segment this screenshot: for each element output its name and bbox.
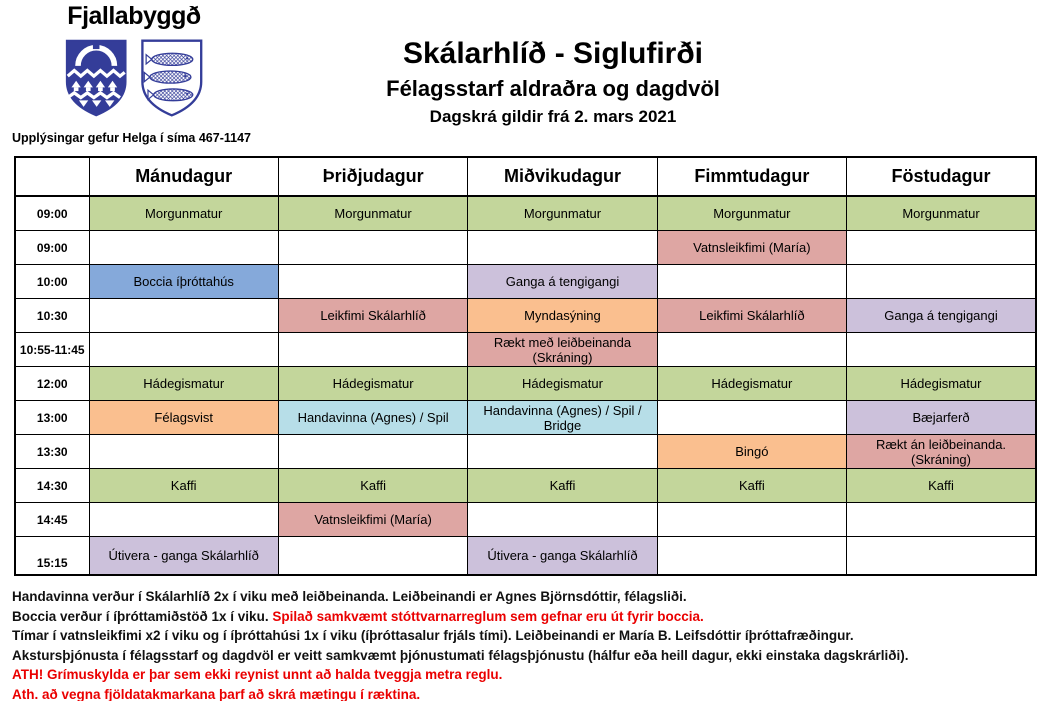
schedule-cell: Leikfimi Skálarhlíð [278, 299, 467, 333]
schedule-table [14, 156, 1037, 576]
schedule-cell [278, 537, 467, 576]
time-label: 10:00 [15, 265, 89, 299]
schedule-cell [847, 333, 1036, 367]
schedule-cell: Handavinna (Agnes) / Spil [278, 401, 467, 435]
time-column-header [15, 157, 89, 196]
note-line [12, 646, 908, 666]
schedule-cell: Boccia íþróttahús [89, 265, 278, 299]
time-label: 14:45 [15, 503, 89, 537]
schedule-row [15, 469, 1036, 503]
note-line [12, 607, 908, 627]
schedule-cell [847, 537, 1036, 576]
schedule-cell [468, 435, 657, 469]
schedule-cell [89, 299, 278, 333]
note-line [12, 665, 908, 685]
schedule-cell [847, 503, 1036, 537]
time-label: 12:00 [15, 367, 89, 401]
page-subtitle: Félagsstarf aldraðra og dagdvöl [386, 76, 720, 101]
schedule-cell [657, 333, 846, 367]
schedule-cell: Morgunmatur [278, 196, 467, 231]
schedule-cell: Kaffi [657, 469, 846, 503]
schedule-cell: Bingó [657, 435, 846, 469]
schedule-cell: Hádegismatur [468, 367, 657, 401]
schedule-cell [657, 265, 846, 299]
schedule-cell: Rækt án leiðbeinanda. (Skráning) [847, 435, 1036, 469]
schedule-cell: Kaffi [468, 469, 657, 503]
time-label: 14:30 [15, 469, 89, 503]
schedule-row [15, 196, 1036, 231]
time-label: 09:00 [15, 196, 89, 231]
schedule-cell: Hádegismatur [278, 367, 467, 401]
day-header-monday: Mánudagur [89, 157, 278, 196]
validity-note: Dagskrá gildir frá 2. mars 2021 [429, 107, 677, 126]
schedule-row [15, 367, 1036, 401]
schedule-cell: Kaffi [847, 469, 1036, 503]
municipality-logo [34, 2, 234, 125]
schedule-cell [278, 265, 467, 299]
note-text-red: Spilað samkvæmt stóttvarnarreglum sem gefnar eru út fyrir boccia. [272, 608, 704, 624]
time-label: 10:55-11:45 [15, 333, 89, 367]
day-header-tuesday: Þriðjudagur [278, 157, 467, 196]
document-header [253, 37, 853, 127]
schedule-cell [89, 333, 278, 367]
schedule-cell [278, 435, 467, 469]
day-header-row [15, 157, 1036, 196]
time-label: 09:00 [15, 231, 89, 265]
schedule-cell: Ganga á tengigangi [847, 299, 1036, 333]
schedule-cell [278, 333, 467, 367]
contact-info: Upplýsingar gefur Helga í síma 467-1147 [12, 131, 251, 145]
schedule-row [15, 503, 1036, 537]
schedule-cell: Morgunmatur [847, 196, 1036, 231]
schedule-cell [278, 231, 467, 265]
schedule-cell [89, 435, 278, 469]
note-line [12, 587, 908, 607]
note-text-red: ATH! Grímuskylda er þar sem ekki reynist unnt að halda tveggja metra reglu. [12, 667, 503, 682]
schedule-cell [89, 231, 278, 265]
schedule-row [15, 333, 1036, 367]
time-label: 15:15 [15, 537, 89, 576]
page-title: Skálarhlíð - Siglufirði [402, 37, 704, 70]
note-line [12, 685, 908, 701]
note-text: Tímar í vatnsleikfimi x2 í viku og í íþróttahúsi 1x í viku (íþróttasalur frjáls tími). Leiðbeinandi er María B. Leifsdóttir íþróttafræðingur. [12, 628, 854, 643]
schedule-cell [657, 401, 846, 435]
schedule-cell: Hádegismatur [657, 367, 846, 401]
time-label: 10:30 [15, 299, 89, 333]
day-header-thursday: Fimmtudagur [657, 157, 846, 196]
schedule-cell [468, 231, 657, 265]
schedule-cell: Myndasýning [468, 299, 657, 333]
schedule-cell: Bæjarferð [847, 401, 1036, 435]
schedule-cell [847, 265, 1036, 299]
schedule-cell: Vatnsleikfimi (María) [278, 503, 467, 537]
schedule-cell [657, 503, 846, 537]
time-label: 13:00 [15, 401, 89, 435]
note-text-red: Ath. að vegna fjöldatakmarkana þarf að skrá mætingu í ræktina. [12, 686, 421, 701]
schedule-cell: Útivera - ganga Skálarhlíð [89, 537, 278, 576]
schedule-body [15, 196, 1036, 575]
schedule-cell [847, 231, 1036, 265]
schedule-cell: Útivera - ganga Skálarhlíð [468, 537, 657, 576]
schedule-cell: Rækt með leiðbeinanda (Skráning) [468, 333, 657, 367]
municipality-name: Fjallabyggð [67, 2, 201, 30]
schedule-cell: Vatnsleikfimi (María) [657, 231, 846, 265]
schedule-cell: Félagsvist [89, 401, 278, 435]
schedule-cell: Morgunmatur [468, 196, 657, 231]
day-header-friday: Föstudagur [847, 157, 1036, 196]
schedule-row [15, 401, 1036, 435]
schedule-cell: Kaffi [89, 469, 278, 503]
schedule-cell [657, 537, 846, 576]
schedule-cell: Hádegismatur [89, 367, 278, 401]
day-header-wednesday: Miðvikudagur [468, 157, 657, 196]
schedule-row [15, 435, 1036, 469]
schedule-cell [89, 503, 278, 537]
schedule-cell: Hádegismatur [847, 367, 1036, 401]
schedule-row [15, 265, 1036, 299]
schedule-cell [468, 503, 657, 537]
schedule-cell: Leikfimi Skálarhlíð [657, 299, 846, 333]
time-label: 13:30 [15, 435, 89, 469]
note-text: Boccia verður í íþróttamiðstöð 1x í viku. [12, 608, 273, 624]
schedule-row [15, 537, 1036, 576]
notes [12, 587, 908, 701]
schedule-cell: Kaffi [278, 469, 467, 503]
schedule-cell: Ganga á tengigangi [468, 265, 657, 299]
schedule-row [15, 231, 1036, 265]
coat-of-arms-icon [64, 36, 204, 120]
note-text: Handavinna verður í Skálarhlíð 2x í viku með leiðbeinanda. Leiðbeinandi er Agnes Björnsdóttir, félagsliði. [12, 589, 687, 604]
schedule-cell: Morgunmatur [657, 196, 846, 231]
note-line [12, 626, 908, 646]
schedule-cell: Handavinna (Agnes) / Spil / Bridge [468, 401, 657, 435]
schedule-cell: Morgunmatur [89, 196, 278, 231]
schedule-row [15, 299, 1036, 333]
note-text: Akstursþjónusta í félagsstarf og dagdvöl er veitt samkvæmt þjónustumati félagsþjónustu (hálfur eða heill dagur, ekki einstaka dagskrárliði). [12, 647, 909, 663]
